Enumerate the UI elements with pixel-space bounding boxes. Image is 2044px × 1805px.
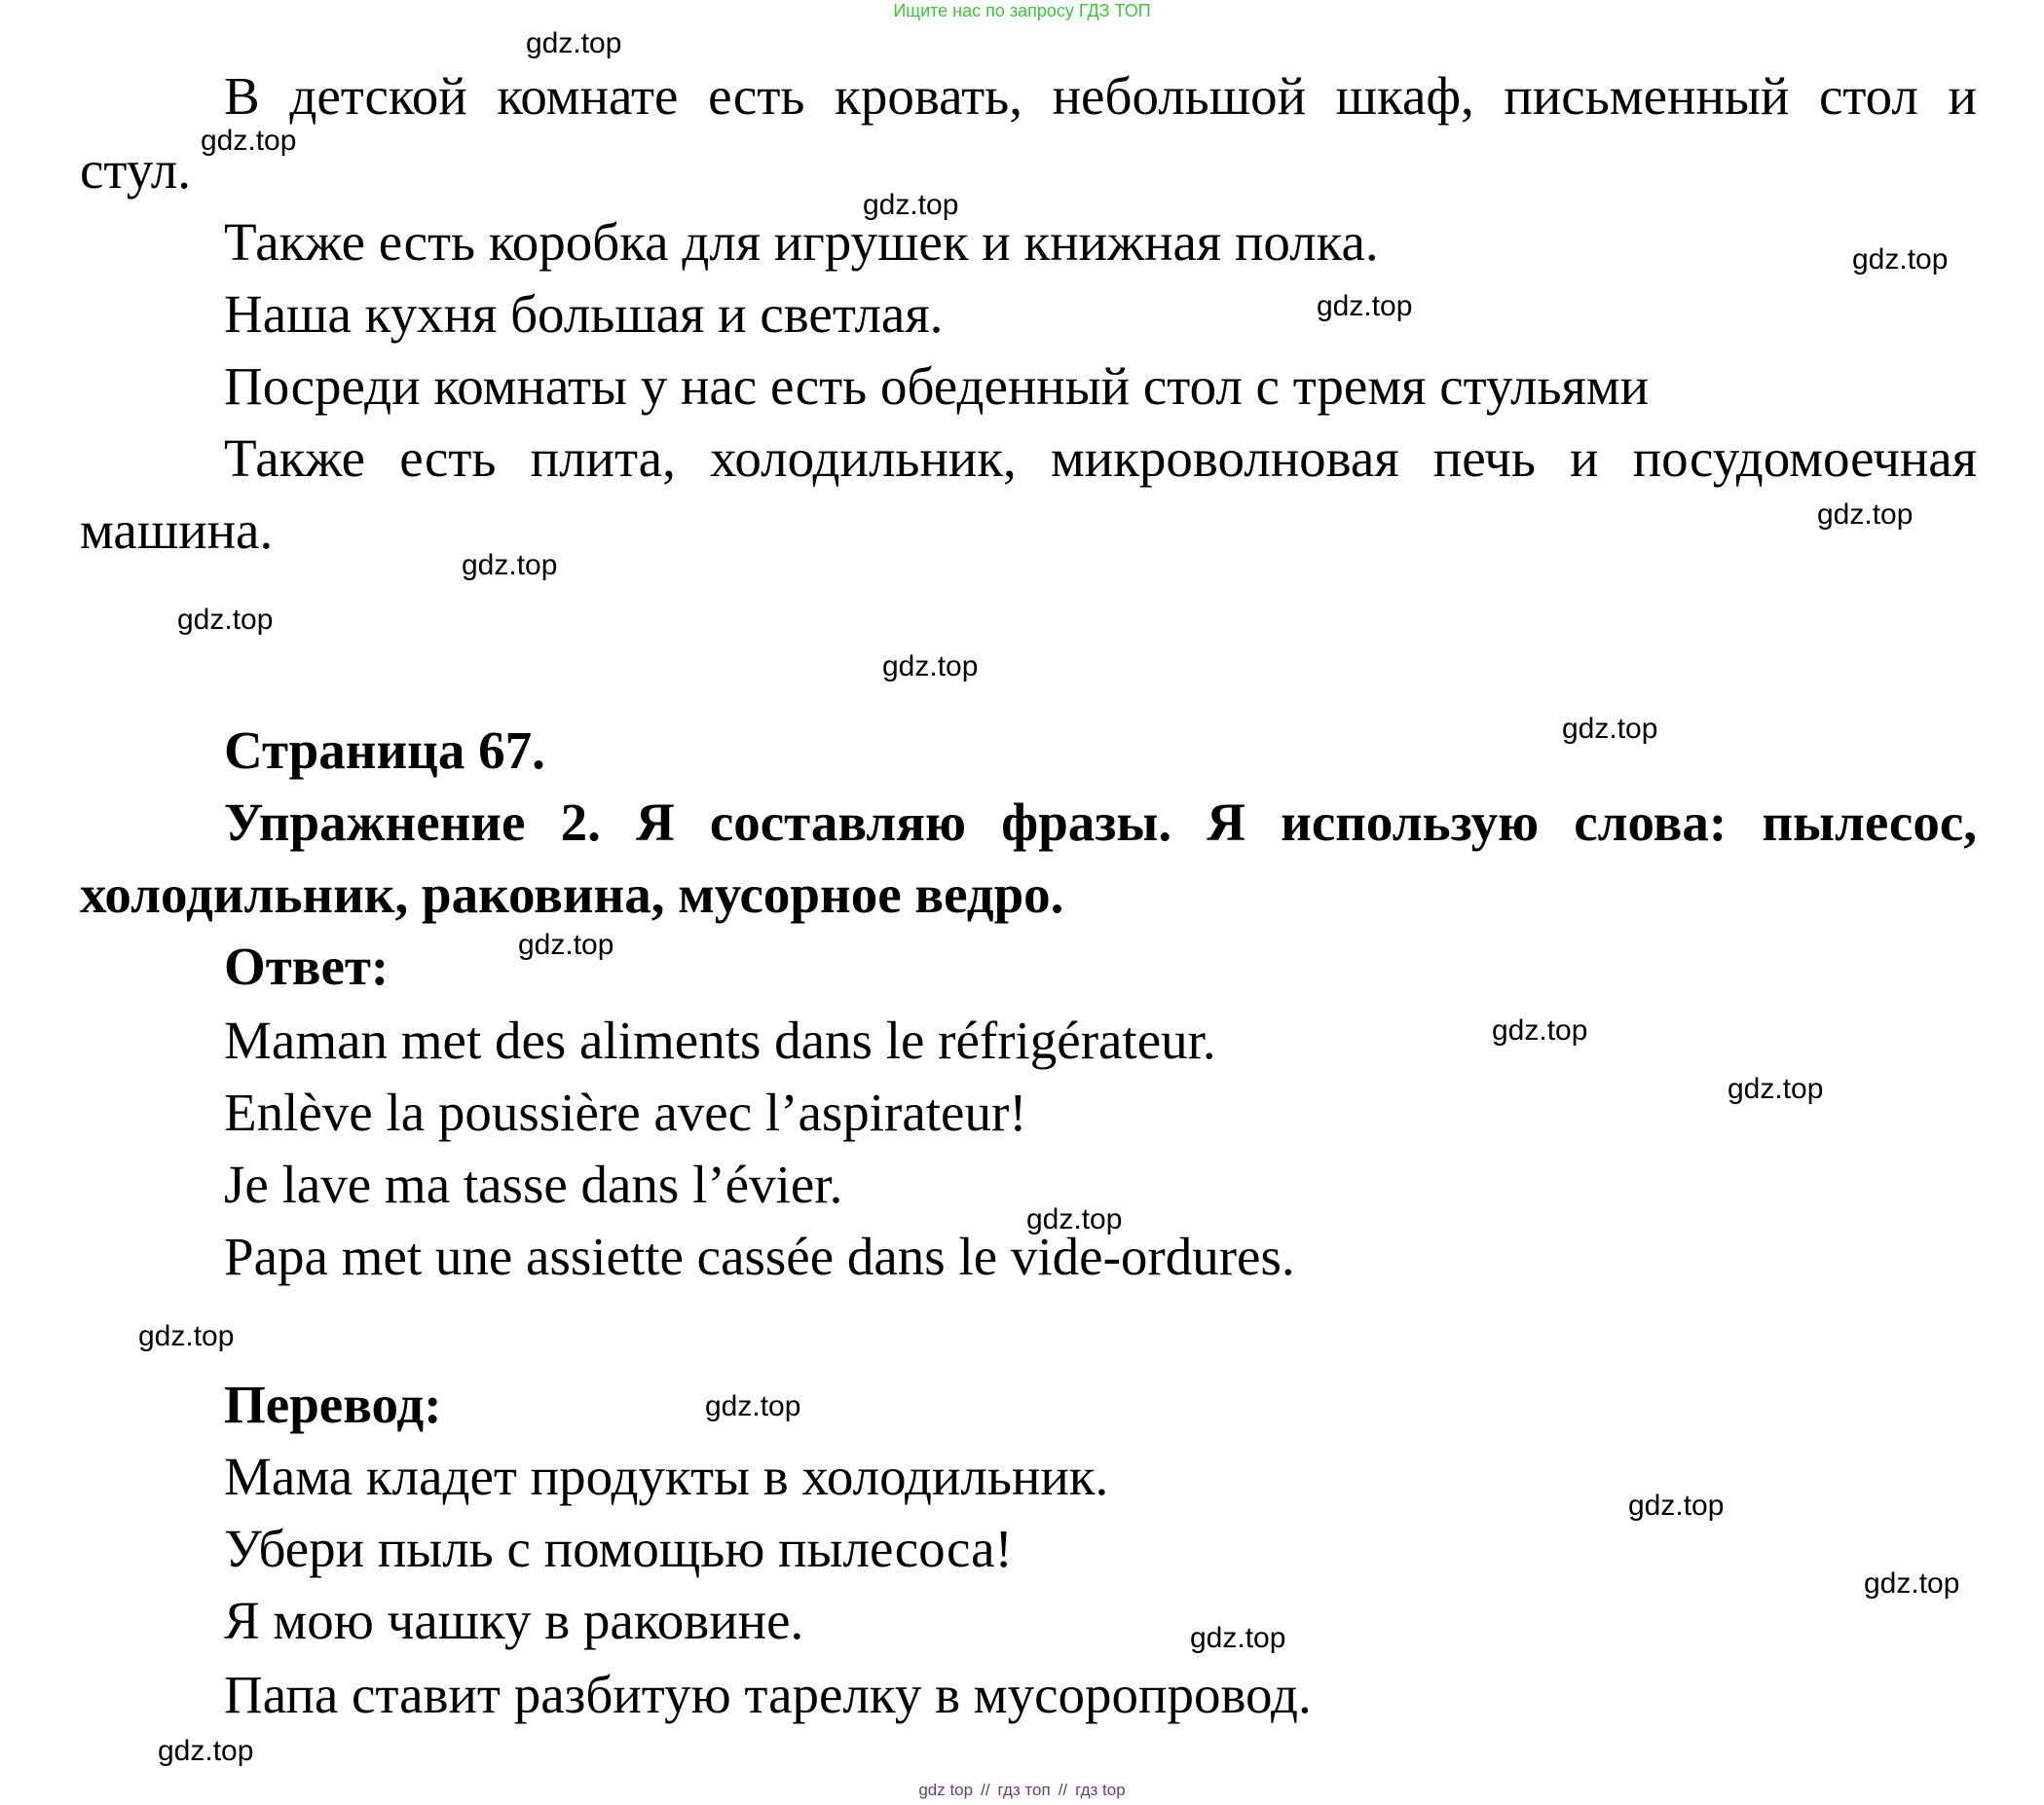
exercise-task: Упражнение 2. Я составляю фразы. Я использую слова: пылесос, <box>224 792 1977 852</box>
watermark: gdz.top <box>1817 498 1914 531</box>
watermark: gdz.top <box>1728 1073 1824 1105</box>
watermark: gdz.top <box>705 1390 801 1422</box>
top-banner[interactable]: Ищите нас по запросу ГДЗ ТОП <box>893 1 1151 20</box>
paragraph-kids-room: В детской комнате есть кровать, небольшой шкаф, письменный стол и <box>224 66 1977 126</box>
footer-separator: // <box>1058 1781 1068 1799</box>
watermark: gdz.top <box>1492 1014 1588 1047</box>
watermark: gdz.top <box>1317 290 1413 322</box>
paragraph-toy-box: Также есть коробка для игрушек и книжная полка. <box>224 212 1379 272</box>
watermark: gdz.top <box>882 650 979 682</box>
watermark: gdz.top <box>158 1735 254 1767</box>
watermark: gdz.top <box>1864 1567 1960 1600</box>
translation-line: Убери пыль с помощью пылесоса! <box>224 1519 1013 1578</box>
watermark: gdz.top <box>201 125 297 157</box>
watermark: gdz.top <box>1628 1490 1725 1522</box>
footer-link-gdz-top-mixed[interactable]: гдз top <box>1075 1781 1126 1799</box>
paragraph-appliances-continued: машина. <box>80 500 274 560</box>
watermark: gdz.top <box>1026 1203 1123 1235</box>
footer-link-gdz-top[interactable]: gdz top <box>918 1781 974 1799</box>
watermark: gdz.top <box>518 929 614 961</box>
answer-line: Papa met une assiette cassée dans le vide-ordures. <box>224 1227 1295 1286</box>
translation-label: Перевод: <box>224 1375 442 1434</box>
translation-line: Мама кладет продукты в холодильник. <box>224 1447 1109 1506</box>
watermark: gdz.top <box>177 604 274 636</box>
watermark: gdz.top <box>1562 713 1658 745</box>
answer-line: Je lave ma tasse dans l’évier. <box>224 1155 843 1214</box>
watermark: gdz.top <box>526 27 622 59</box>
paragraph-kids-room-continued: стул. <box>80 140 192 200</box>
answer-line: Maman met des aliments dans le réfrigérateur. <box>224 1011 1216 1070</box>
footer-separator: // <box>981 1781 990 1799</box>
paragraph-kitchen: Наша кухня большая и светлая. <box>224 284 944 344</box>
page-heading: Страница 67. <box>224 720 545 780</box>
translation-line: Папа ставит разбитую тарелку в мусоропровод. <box>224 1665 1312 1724</box>
watermark: gdz.top <box>462 549 558 581</box>
watermark: gdz.top <box>1852 243 1949 276</box>
watermark: gdz.top <box>138 1320 235 1352</box>
watermark: gdz.top <box>863 189 959 221</box>
footer-links <box>0 1781 2044 1800</box>
paragraph-appliances: Также есть плита, холодильник, микроволновая печь и посудомоечная <box>224 428 1977 488</box>
exercise-task-continued: холодильник, раковина, мусорное ведро. <box>80 865 1064 924</box>
translation-line: Я мою чашку в раковине. <box>224 1591 804 1650</box>
watermark: gdz.top <box>1190 1622 1286 1654</box>
footer-link-gdz-top-ru[interactable]: гдз топ <box>997 1781 1051 1799</box>
answer-line: Enlève la poussière avec l’aspirateur! <box>224 1083 1027 1142</box>
paragraph-dining-table: Посреди комнаты у нас есть обеденный стол с тремя стульями <box>224 356 1650 416</box>
answer-label: Ответ: <box>224 937 390 996</box>
